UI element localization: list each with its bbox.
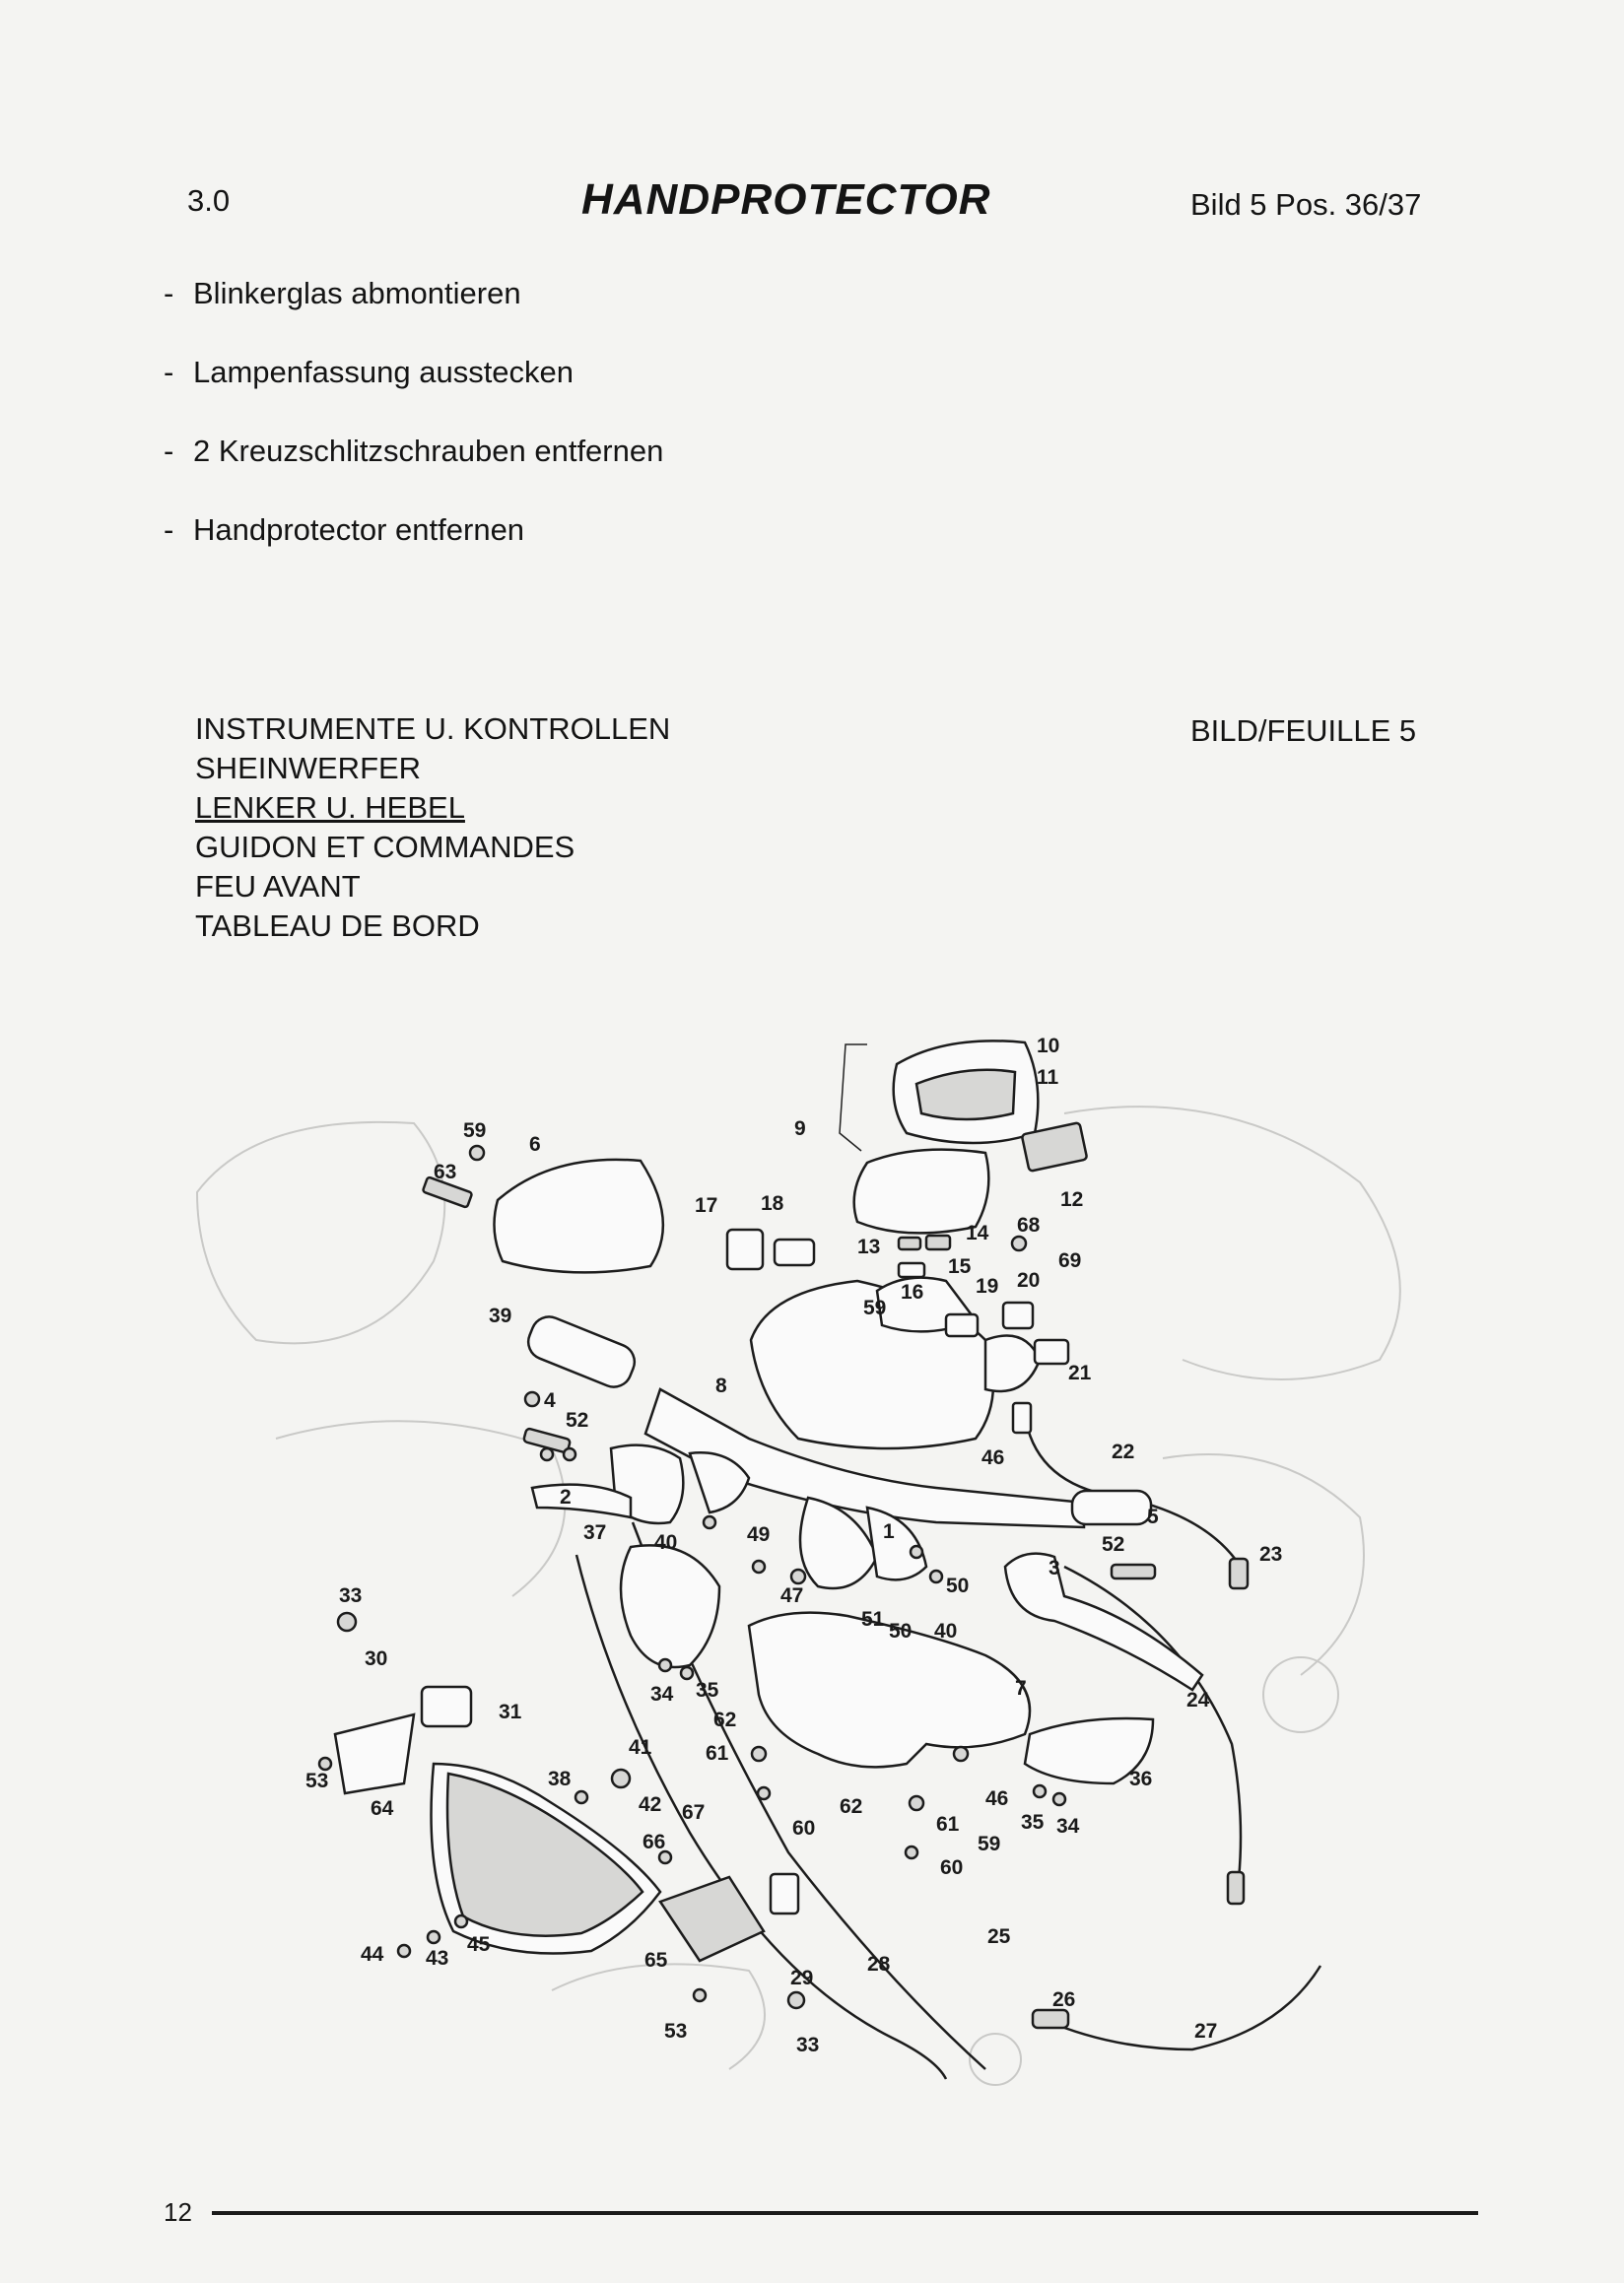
part-label: 66: [643, 1831, 666, 1853]
cables: [576, 1429, 1320, 2079]
footer-divider: [212, 2211, 1478, 2215]
part-label: 15: [948, 1255, 972, 1278]
section-number: 3.0: [187, 183, 231, 218]
reflector: [660, 1874, 798, 1961]
part-label: 39: [489, 1305, 512, 1327]
list-item: [164, 353, 663, 432]
part-label: 5: [1147, 1506, 1159, 1528]
part-label: 24: [1186, 1689, 1210, 1712]
list-item: [164, 510, 663, 589]
part-label: 18: [761, 1192, 784, 1215]
part-label: 28: [867, 1953, 891, 1976]
part-label: 61: [936, 1813, 960, 1836]
part-label: 53: [664, 2020, 688, 2043]
part-label: 42: [639, 1793, 662, 1816]
part-label: 25: [987, 1925, 1011, 1948]
part-label: 14: [966, 1222, 989, 1244]
part-label: 52: [1102, 1533, 1125, 1556]
part-label: 65: [644, 1949, 668, 1972]
part-label: 60: [792, 1817, 816, 1840]
part-label: 50: [946, 1575, 970, 1597]
part-label: 53: [305, 1770, 329, 1792]
part-label: 22: [1112, 1441, 1135, 1463]
step-text: Handprotector entfernen: [193, 512, 525, 547]
cable-end: [1033, 2010, 1068, 2028]
right-lever: [1005, 1554, 1202, 1690]
part-label: 61: [706, 1742, 729, 1765]
section-item-current: LENKER U. HEBEL: [195, 790, 465, 825]
lower-cable: [1045, 1966, 1320, 2049]
part-label: 13: [857, 1236, 881, 1258]
section-item: INSTRUMENTE U. KONTROLLEN: [195, 711, 671, 746]
section-item: FEU AVANT: [195, 869, 361, 904]
part-label: 46: [981, 1446, 1005, 1469]
part-label: 35: [696, 1679, 719, 1702]
part-label: 40: [654, 1531, 678, 1554]
part-label: 38: [548, 1768, 572, 1790]
part-label: 34: [1056, 1815, 1080, 1838]
part-label: 3: [1049, 1557, 1060, 1579]
part-label: 59: [463, 1119, 487, 1142]
figure-label: BILD/FEUILLE 5: [1190, 713, 1417, 748]
part-label: 51: [861, 1608, 885, 1631]
section-item: TABLEAU DE BORD: [195, 908, 480, 943]
part-label: 26: [1052, 1988, 1076, 2011]
part-label: 45: [467, 1933, 491, 1956]
part-label: 10: [1037, 1035, 1060, 1057]
step-marker: -: [164, 512, 174, 547]
page-number: 12: [164, 2197, 192, 2227]
part-label: 40: [934, 1620, 958, 1643]
part-label: 2: [560, 1486, 572, 1509]
part-label: 34: [650, 1683, 674, 1706]
part-label: 23: [1259, 1543, 1283, 1566]
list-item: [164, 432, 663, 510]
part-label: 9: [794, 1117, 806, 1140]
part-label: 21: [1068, 1362, 1092, 1384]
part-label: 64: [371, 1797, 394, 1820]
figure-reference: Bild 5 Pos. 36/37: [1190, 187, 1422, 222]
section-item: SHEINWERFER: [195, 751, 422, 785]
part-label: 8: [715, 1375, 727, 1397]
part-label: 41: [629, 1736, 652, 1759]
cable-end: [1230, 1559, 1248, 1588]
part-label: 17: [695, 1194, 718, 1217]
part-label: 68: [1017, 1214, 1041, 1237]
step-marker: -: [164, 434, 174, 468]
part-label: 30: [365, 1647, 388, 1670]
part-label: 69: [1058, 1249, 1082, 1272]
step-text: Lampenfassung ausstecken: [193, 355, 575, 389]
part-label: 62: [713, 1709, 737, 1731]
part-label: 60: [940, 1856, 964, 1879]
part-label: 67: [682, 1801, 706, 1824]
part-label: 11: [1037, 1066, 1059, 1089]
exploded-parts-diagram: [0, 1005, 1624, 2148]
part-label: 20: [1017, 1269, 1041, 1292]
part-label: 33: [339, 1584, 363, 1607]
instruction-list: [164, 274, 663, 589]
part-label: 1: [883, 1520, 895, 1543]
step-text: 2 Kreuzschlitzschrauben entfernen: [193, 434, 664, 468]
page-title: HANDPROTECTOR: [581, 175, 991, 224]
part-label: 37: [583, 1521, 607, 1544]
part-label: 6: [529, 1133, 541, 1156]
step-text: Blinkerglas abmontieren: [193, 276, 521, 310]
part-label: 44: [361, 1943, 384, 1966]
step-marker: -: [164, 276, 174, 310]
part-label: 63: [434, 1161, 457, 1183]
part-label: 29: [790, 1967, 814, 1989]
part-label: 62: [840, 1795, 863, 1818]
step-marker: -: [164, 355, 174, 389]
cable-end: [1228, 1872, 1244, 1904]
part-label: 4: [544, 1389, 556, 1412]
part-label: 7: [1015, 1677, 1027, 1700]
part-label: 46: [985, 1787, 1009, 1810]
left-handguard: [423, 1146, 663, 1272]
part-label: 47: [780, 1584, 804, 1607]
part-label: 50: [889, 1620, 913, 1643]
part-label: 59: [863, 1297, 887, 1319]
part-label: 31: [499, 1701, 522, 1723]
part-label: 52: [566, 1409, 589, 1432]
list-item: [164, 274, 663, 353]
part-label: 59: [978, 1833, 1001, 1855]
part-label: 49: [747, 1523, 771, 1546]
part-label: 36: [1129, 1768, 1153, 1790]
part-label: 27: [1194, 2020, 1218, 2043]
part-label: 35: [1021, 1811, 1045, 1834]
section-list: [195, 709, 670, 946]
part-label: 19: [976, 1275, 999, 1298]
part-label: 33: [796, 2034, 820, 2056]
part-label: 16: [901, 1281, 924, 1304]
part-label: 43: [426, 1947, 449, 1970]
part-label: 12: [1060, 1188, 1084, 1211]
section-item: GUIDON ET COMMANDES: [195, 830, 575, 864]
